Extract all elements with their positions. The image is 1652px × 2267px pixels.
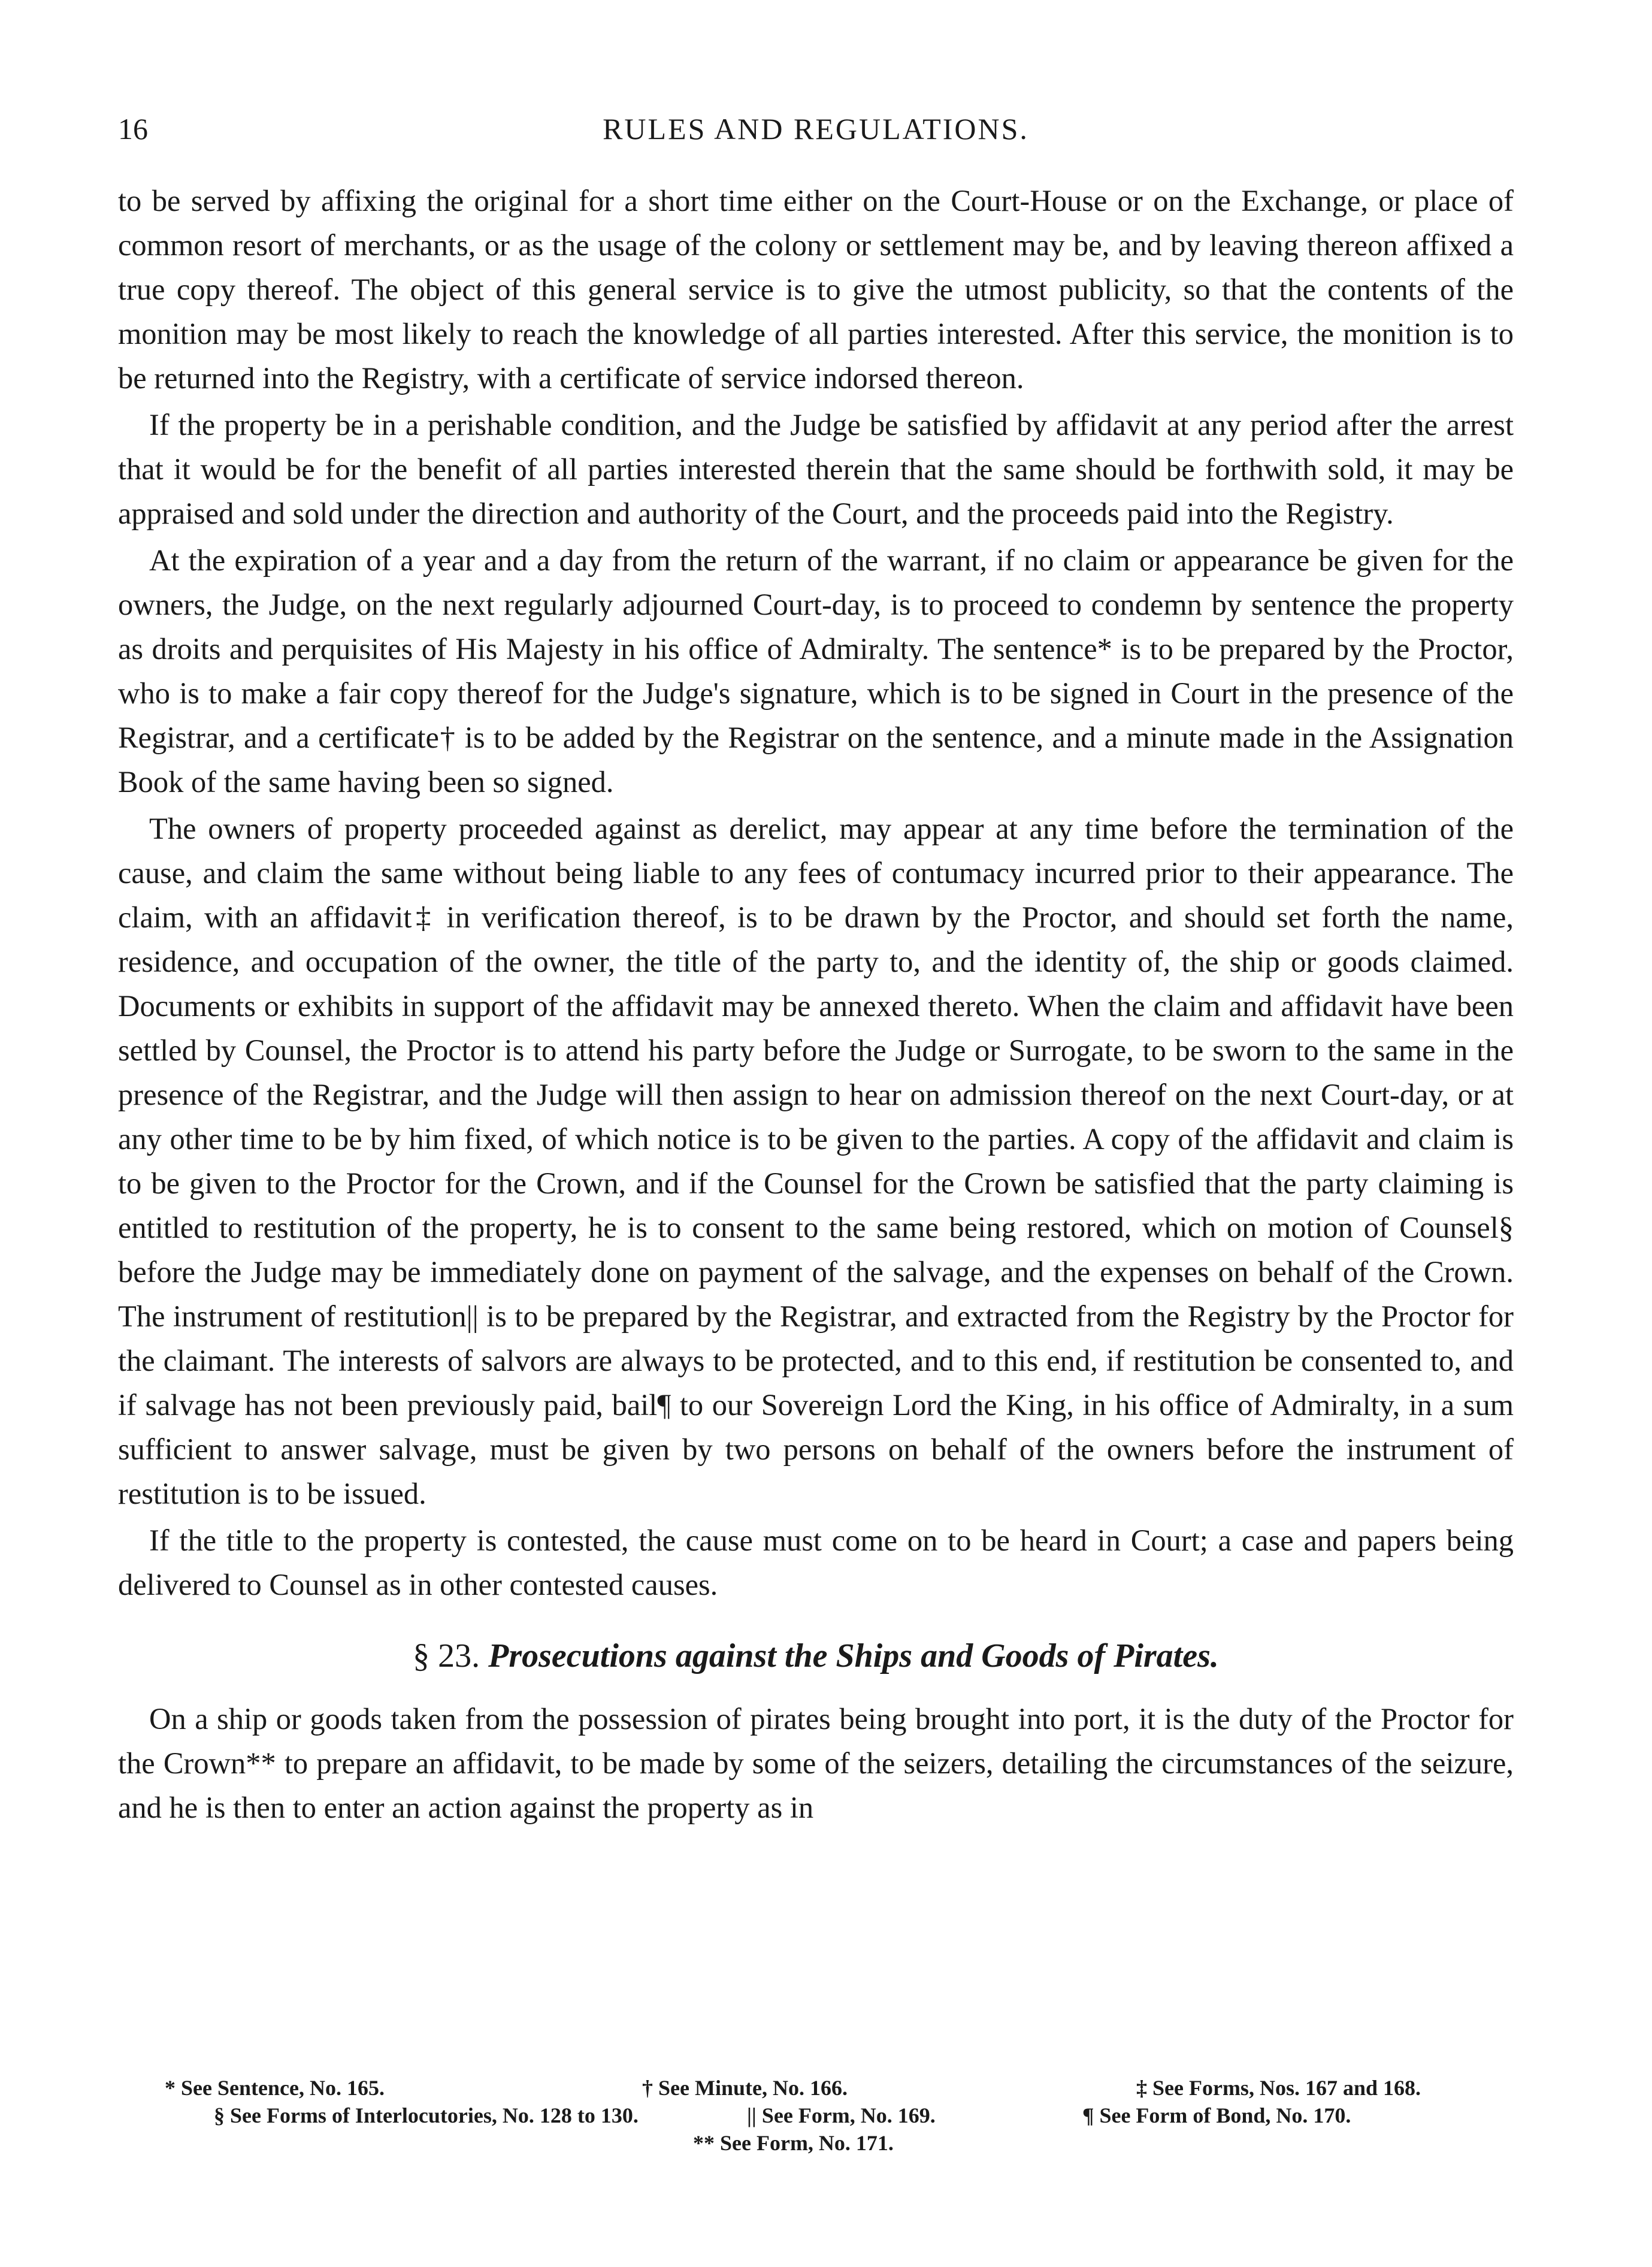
section-heading [118,1632,1514,1680]
footnote-row [118,2074,1514,2102]
footnote-form-169: || See Form, No. 169. [747,2103,936,2127]
footnote-sentence: * See Sentence, No. 165. [165,2076,385,2100]
page [118,108,1514,1830]
footnote-forms: ‡ See Forms, Nos. 167 and 168. [1136,2076,1421,2100]
running-title: RULES AND REGULATIONS. [603,112,1029,146]
paragraph-continuation: to be served by affixing the original for a short time either on the Court-House or on the Exchange, or place of common resort of merchants, or as the usage of the colony or settlement may be, and by leaving thereon affixed a true copy thereof. The object of this general service is to give the utmost publicity, so that the contents of the monition may be most likely to reach the knowledge of all parties interested. After this service, the monition is to be returned into the Registry, with a certificate of service indorsed thereon. [118,184,1514,395]
footnote-form-171: ** See Form, No. 171. [693,2131,894,2155]
page-number: 16 [118,112,148,146]
footnote-minute: † See Minute, No. 166. [642,2076,848,2100]
paragraph-perishable-property: If the property be in a perishable condition, and the Judge be satisfied by affidavit at any period after the arrest that it would be for the benefit of all parties interested therein that the same should be forthwith sold, it may be appraised and sold under the direction and authority of the Court, and the proceeds paid into the Registry. [118,408,1514,530]
body-text [118,179,1514,1830]
footnote-interlocutories: § See Forms of Interlocutories, No. 128 to 130. [214,2103,639,2127]
footnotes [118,2074,1514,2157]
footnote-row [118,2129,1514,2157]
paragraph-contested-title: If the title to the property is contested, the cause must come on to be heard in Court; a case and papers being delivered to Counsel as in other contested causes. [118,1524,1514,1601]
paragraph-pirates: On a ship or goods taken from the possession of pirates being brought into port, it is the duty of the Proctor for the Crown** to prepare an affidavit, to be made by some of the seizers, detailing the circumstances of the seizure, and he is then to enter an action against the property as in [118,1702,1514,1824]
paragraph-expiration-condemnation: At the expiration of a year and a day from the return of the warrant, if no claim or appearance be given for the owners, the Judge, on the next regularly adjourned Court-day, is to proceed to condemn by sentence the property as droits and perquisites of His Majesty in his office of Admiralty. The sentence* is to be prepared by the Proctor, who is to make a fair copy thereof for the Judge's signature, which is to be signed in Court in the presence of the Registrar, and a certificate† is to be added by the Registrar on the sentence, and a minute made in the Assignation Book of the same having been so signed. [118,543,1514,799]
section-number: § 23. [413,1637,480,1674]
footnote-row [118,2102,1514,2129]
section-title: Prosecutions against the Ships and Goods of Pirates. [488,1637,1219,1674]
footnote-bond: ¶ See Form of Bond, No. 170. [1082,2103,1351,2127]
paragraph-owners-claim: The owners of property proceeded against as derelict, may appear at any time before the termination of the cause, and claim the same without being liable to any fees of contumacy incurred prior to their appearance. The claim, with an affidavit‡ in verification thereof, is to be drawn by the Proctor, and should set forth the name, residence, and occupation of the owner, the title of the party to, and the identity of, the ship or goods claimed. Documents or exhibits in support of the affidavit may be annexed thereto. When the claim and affidavit have been settled by Counsel, the Proctor is to attend his party before the Judge or Surrogate, to be sworn to the same in the presence of the Registrar, and the Judge will then assign to hear on admission thereof on the next Court-day, or at any other time to be by him fixed, of which notice is to be given to the parties. A copy of the affidavit and claim is to be given to the Proctor for the Crown, and if the Counsel for the Crown be satisfied that the party claiming is entitled to restitution of the property, he is to consent to the same being restored, which on motion of Counsel§ before the Judge may be immediately done on payment of the salvage, and the expenses on behalf of the Crown. The instrument of restitution|| is to be prepared by the Registrar, and extracted from the Registry by the Proctor for the claimant. The interests of salvors are always to be protected, and to this end, if restitution be consented to, and if salvage has not been previously paid, bail¶ to our Sovereign Lord the King, in his office of Admiralty, in a sum sufficient to answer salvage, must be given by two persons on behalf of the owners before the instrument of restitution is to be issued. [118,812,1514,1510]
running-head [118,108,1514,150]
